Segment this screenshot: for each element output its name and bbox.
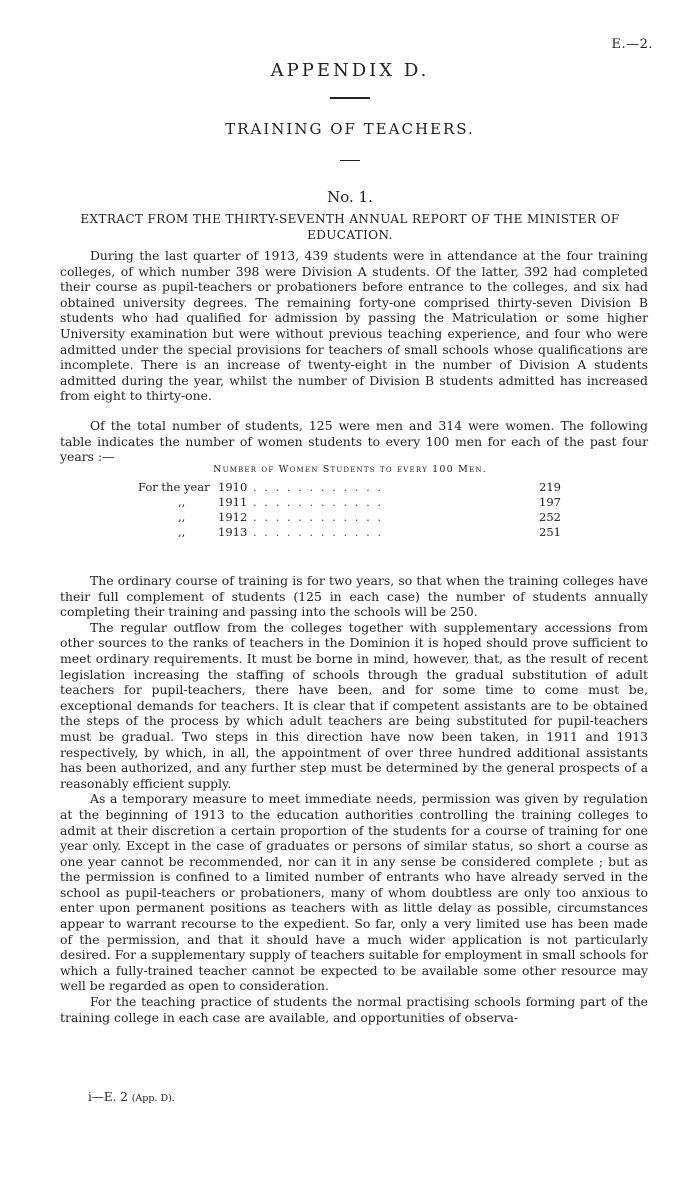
extract-heading: EXTRACT FROM THE THIRTY-SEVENTH ANNUAL REPORT OF THE MINISTER OF EDUCATION. — [80, 212, 620, 242]
row-leader: . . . . . . . . . . . . — [253, 480, 384, 494]
section-rule — [340, 160, 360, 161]
row-leader: . . . . . . . . . . . . — [253, 525, 384, 539]
row-year: 1913 — [218, 525, 248, 539]
table-row — [138, 510, 578, 525]
signature-mark: i—E. 2 — [88, 1090, 128, 1104]
table-row — [138, 495, 578, 510]
appendix-title: APPENDIX D. — [270, 60, 430, 81]
page-reference: E.—2. — [611, 37, 653, 52]
row-year: 1911 — [218, 495, 248, 509]
row-value: 252 — [539, 510, 561, 524]
row-leader: . . . . . . . . . . . . — [253, 495, 384, 509]
row-value: 197 — [539, 495, 561, 509]
paragraph: Of the total number of students, 125 were men and 314 were women. The following table indicates the number of women students to every 100 men for each of the past four years :— — [60, 418, 648, 465]
paragraph: During the last quarter of 1913, 439 students were in attendance at the four training colleges, of which number 398 were Division A students. Of the latter, 392 had completed their course as pupil-teachers or probationers before entrance to the colleges, and six had obtained university degrees. The remaining forty-one comprised thirty-seven Division B students who had qualified for admission by passing the Matriculation or some higher University examination but were without previous teaching experience, and four who were admitted under the special provisions for teachers of small schools whose qualifications are incomplete. There is an increase of twenty-eight in the number of Division A students admitted during the year, whilst the number of Division B students admitted has increased from eight to thirty-one. — [60, 248, 648, 404]
row-value: 219 — [539, 480, 561, 494]
row-value: 251 — [539, 525, 561, 539]
row-year: 1910 — [218, 480, 248, 494]
table-row — [138, 480, 578, 495]
printer-signature — [88, 1090, 175, 1104]
body-text-a — [60, 248, 648, 404]
section-title: TRAINING OF TEACHERS. — [225, 120, 475, 138]
document-number: No. 1. — [327, 188, 373, 206]
paragraph: The ordinary course of training is for two years, so that when the training colleges have their full complement of students (125 in each case) the number of students annually completing their training and passing into the schools will be 250. — [60, 573, 648, 620]
row-year: 1912 — [218, 510, 248, 524]
row-leader: . . . . . . . . . . . . — [253, 510, 384, 524]
table-heading: Number of Women Students to every 100 Men. — [213, 464, 487, 475]
row-label: ,, — [178, 525, 186, 539]
paragraph: The regular outflow from the colleges together with supplementary accessions from other sources to the ranks of teachers in the Dominion it is hoped should prove sufficient to meet ordinary requirements. It must be borne in mind, however, that, as the result of recent legislation increasing the staffing of schools through the gradual substitution of adult teachers for pupil-teachers, there have been, and for some time to come must be, exceptional demands for teachers. It is clear that if competent assistants are to be obtained the steps of the process by which adult teachers are being substituted for pupil-teachers must be gradual. Two steps in this direction have now been taken, in 1911 and 1913 respectively, by which, in all, the appointment of over three hundred additional assistants has been authorized, and any further step must be determined by the general prospects of a reasonably efficient supply. — [60, 619, 648, 791]
paragraph: For the teaching practice of students the normal practising schools forming part of the training college in each case are available, and opportunities of observa- — [60, 994, 648, 1025]
row-label: ,, — [178, 510, 186, 524]
title-rule — [330, 97, 370, 99]
row-label: For the year — [138, 480, 210, 494]
paragraph: As a temporary measure to meet immediate needs, permission was given by regulation at the beginning of 1913 to the education authorities controlling the training colleges to admit at their discretion a certain proportion of the students for a course of training for one year only. Except in the case of graduates or persons of similar status, so short a course as one year cannot be recommended, nor can it in any sense be considered complete ; but as the permission is confined to a limited number of entrants who have already served in the school as pupil-teachers or probationers, many of whom doubtless are only too anxious to enter upon permanent positions as teachers with as little delay as possible, circumstances appear to warrant recourse to the expedient. So far, only a very limited use has been made of the permission, and that it should have a much wider application is not particularly desired. For a supplementary supply of teachers suitable for employment in small schools for which a fully-trained teacher cannot be expected to be available some other resource may well be regarded as open to consideration. — [60, 791, 648, 994]
ratio-table — [138, 480, 578, 540]
signature-suffix: (App. D). — [131, 1093, 175, 1104]
body-text-b — [60, 573, 648, 1025]
body-text-a2 — [60, 418, 648, 465]
row-label: ,, — [178, 495, 186, 509]
table-row — [138, 525, 578, 540]
